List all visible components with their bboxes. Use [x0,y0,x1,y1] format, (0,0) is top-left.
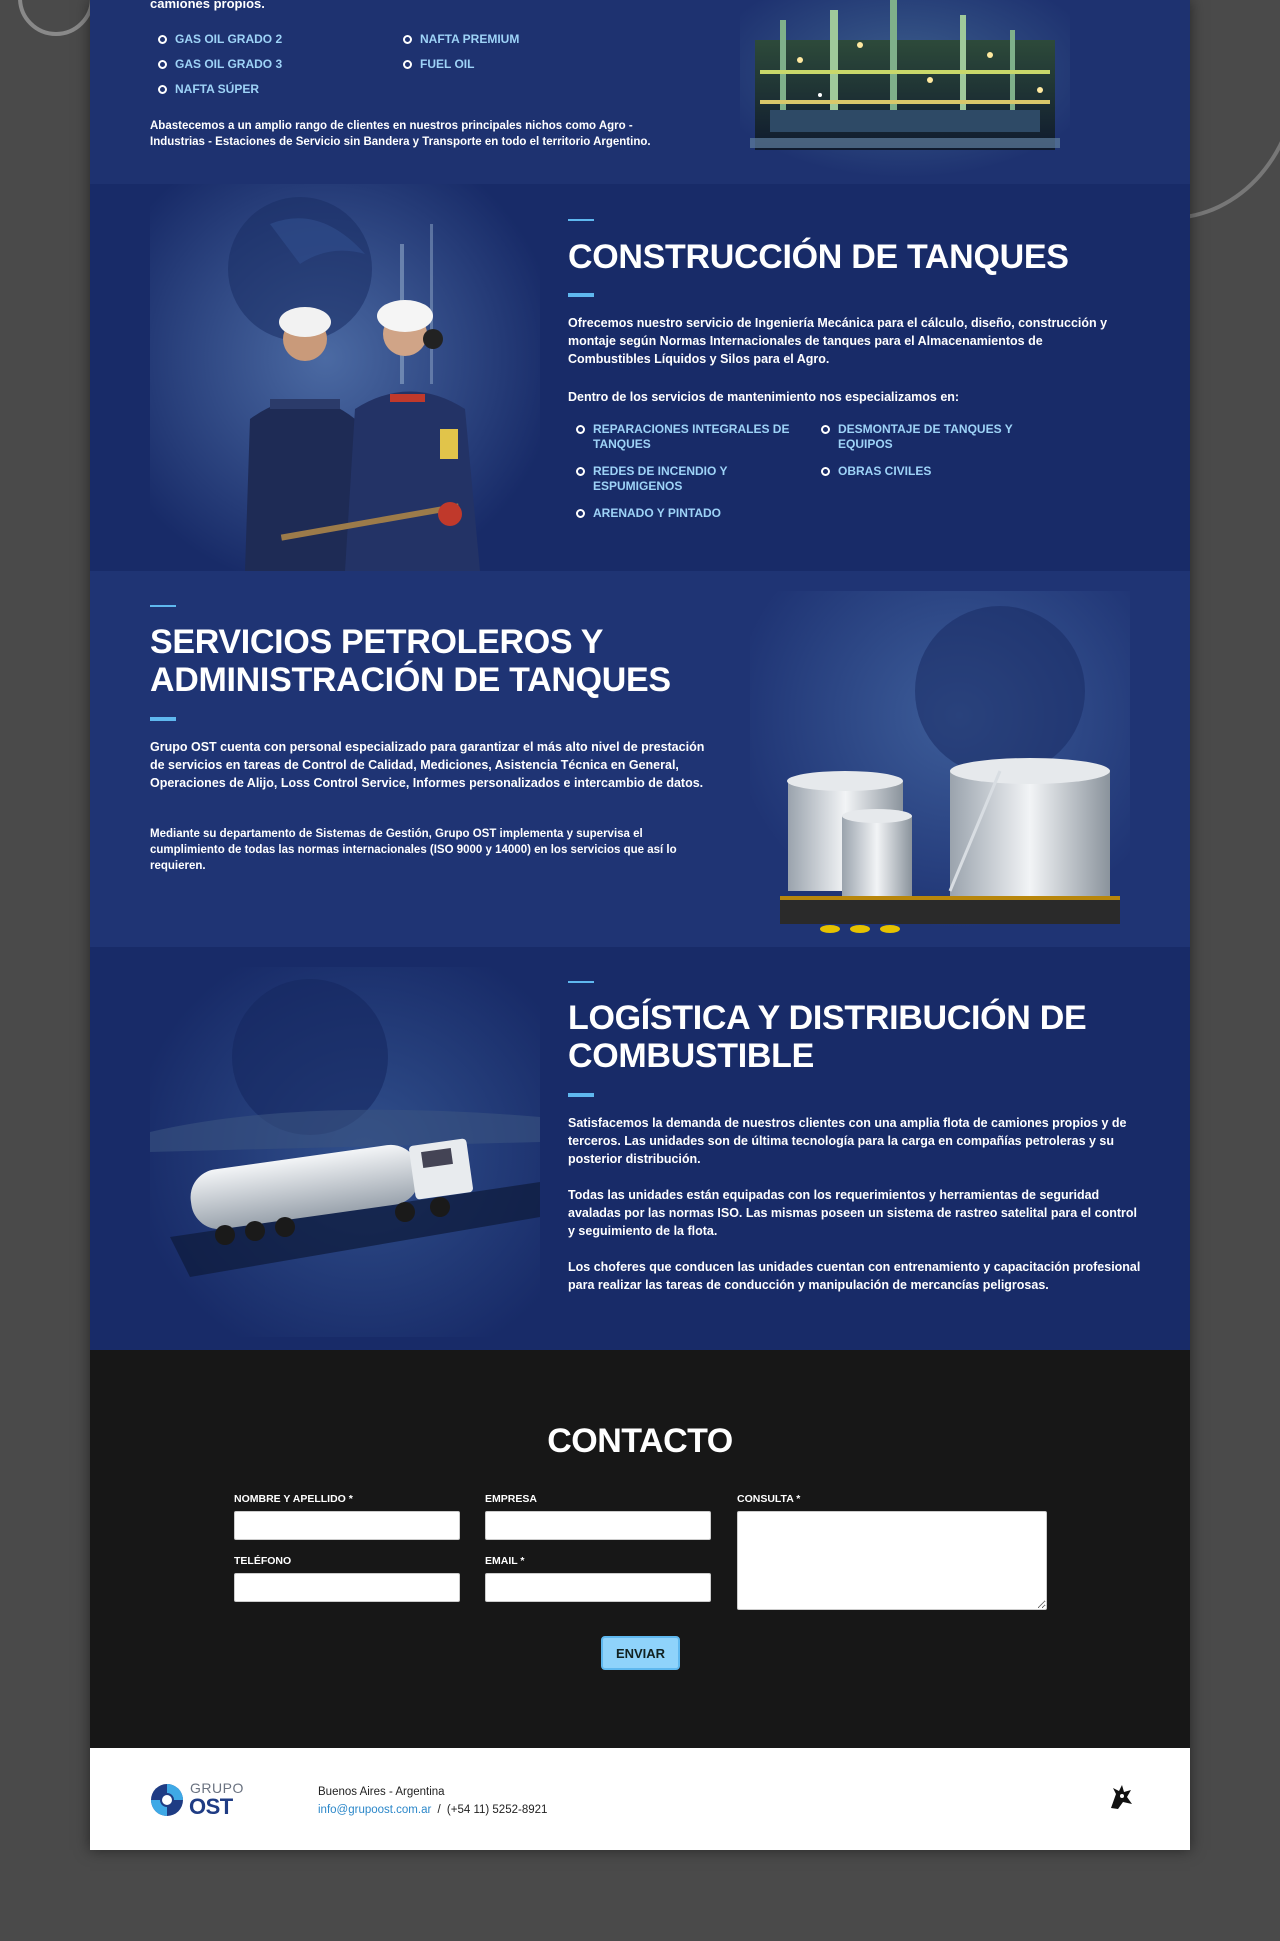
section-title: LOGÍSTICA Y DISTRIBUCIÓN DE COMBUSTIBLE [568,999,1087,1075]
list-item: FUEL OIL [403,57,603,72]
refinery-photo [740,0,1070,178]
logistics-paragraph-1: Satisfacemos la demanda de nuestros clientes con una amplia flota de camiones propios y de terceros. Las unidades son de última tecnología para la carga en compañías petroleras y su posterior distribución. [568,1116,1127,1166]
grupo-ost-logo[interactable] [150,1780,246,1820]
list-item: REDES DE INCENDIO Y ESPUMIGENOS [576,464,791,494]
list-item: NAFTA PREMIUM [403,32,603,47]
bullet-icon [403,35,412,44]
logo-text-bottom: OST [189,1794,233,1819]
bullet-icon [576,509,585,518]
bullet-icon [403,60,412,69]
footer [90,1748,1190,1850]
section-title: SERVICIOS PETROLEROS Y ADMINISTRACIÓN DE TANQUES [150,623,671,699]
petroleum-services-section [90,571,1190,947]
tanks-paragraph-1: Ofrecemos nuestro servicio de Ingeniería Mecánica para el cálculo, diseño, construcción y montaje según Normas Internacionales de tanques para el Almacenamientos de Combustibles Líquidos y Silos para el Agro. [568,316,1108,366]
tank-services-list [576,422,1021,521]
query-label: CONSULTA * [737,1493,801,1505]
tanks-paragraph-2: Dentro de los servicios de mantenimiento nos especializamos en: [568,390,960,404]
logistics-section [90,947,1190,1350]
bullet-icon [158,85,167,94]
name-label: NOMBRE Y APELLIDO * [234,1493,353,1505]
phone-input[interactable] [234,1573,460,1602]
contact-title: CONTACTO [547,1422,733,1460]
footer-city: Buenos Aires - Argentina [318,1786,445,1798]
contact-section [90,1350,1190,1748]
section-accent-top [568,981,594,983]
designer-mark-icon[interactable] [1108,1782,1134,1812]
list-item: GAS OIL GRADO 3 [158,57,373,72]
bullet-icon [158,60,167,69]
list-item: OBRAS CIVILES [821,464,1021,494]
company-label: EMPRESA [485,1493,537,1505]
page-container [90,0,1190,1850]
section-accent-bottom [150,717,176,721]
storage-tanks-photo [750,591,1130,947]
section-title: CONSTRUCCIÓN DE TANQUES [568,238,1069,276]
fuel-truck-photo [150,967,540,1337]
section-accent-top [568,219,594,221]
fuel-paragraph: Abastecemos a un amplio rango de clientes en nuestros principales nichos como Agro - Industrias - Estaciones de Servicio sin Bandera y Transporte en todo el territorio Argentino. [150,120,651,148]
query-textarea[interactable] [737,1511,1047,1610]
company-input[interactable] [485,1511,711,1540]
email-input[interactable] [485,1573,711,1602]
list-item: GAS OIL GRADO 2 [158,32,373,47]
list-item: DESMONTAJE DE TANQUES Y EQUIPOS [821,422,1021,452]
oil-paragraph-1: Grupo OST cuenta con personal especializado para garantizar el más alto nivel de prestación de servicios en tareas de Control de Calidad, Mediciones, Asistencia Técnica en General, Operaciones de Alijo, Loss Control Service, Informes personalizados e intercambio de datos. [150,740,705,790]
bullet-icon [576,467,585,476]
bullet-icon [821,425,830,434]
footer-email-link[interactable]: info@grupoost.com.ar [318,1804,432,1816]
bullet-icon [576,425,585,434]
section-accent-bottom [568,293,594,297]
logistics-paragraph-3: Los choferes que conducen las unidades cuentan con entrenamiento y capacitación profesional para realizar las tareas de conducción y manipulación de mercancías peligrosas. [568,1260,1141,1292]
list-item: REPARACIONES INTEGRALES DE TANQUES [576,422,791,452]
email-label: EMAIL * [485,1555,525,1567]
footer-contact-line [318,1804,547,1816]
logo-text-top: GRUPO [190,1780,244,1796]
footer-phone: (+54 11) 5252-8921 [446,1804,548,1816]
workers-photo [150,184,540,571]
footer-separator: / [437,1804,441,1816]
background-ring-left [18,0,94,36]
name-input[interactable] [234,1511,460,1540]
send-button[interactable]: ENVIAR [601,1636,680,1670]
phone-label: TELÉFONO [234,1555,292,1567]
list-item: ARENADO Y PINTADO [576,506,791,521]
fuel-intro-text: camiones propios. [150,0,265,11]
bullet-icon [158,35,167,44]
bullet-icon [821,467,830,476]
fuel-products-section [90,0,1190,184]
list-item: NAFTA SÚPER [158,82,373,97]
section-accent-bottom [568,1093,594,1097]
oil-paragraph-2: Mediante su departamento de Sistemas de Gestión, Grupo OST implementa y supervisa el cumplimiento de todas las normas internacionales (ISO 9000 y 14000) en los servicios que así lo requieren. [150,828,677,872]
logistics-paragraph-2: Todas las unidades están equipadas con los requerimientos y herramientas de seguridad avaladas por las normas ISO. Las mismas poseen un sistema de rastreo satelital para el control y seguimiento de la flota. [568,1188,1137,1238]
tank-construction-section [90,184,1190,571]
fuel-products-list [158,32,603,97]
section-accent-top [150,605,176,607]
